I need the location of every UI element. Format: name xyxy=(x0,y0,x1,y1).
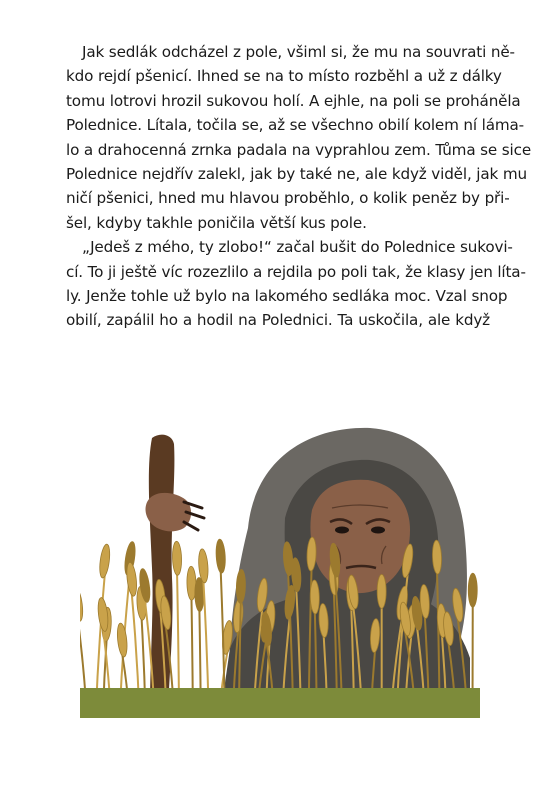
text-line: tomu lotrovi hrozil sukovou holí. A ejhle, na poli se proháněla xyxy=(66,91,521,110)
polednice-illustration xyxy=(80,418,480,718)
wheat-ear xyxy=(97,597,110,632)
text-line: Polednice. Lítala, točila se, až se všechno obilí kolem ní láma- xyxy=(66,116,525,135)
text-line: šel, kdyby takhle poničila větší kus pole. xyxy=(66,213,367,232)
text-line: „Jedeš z mého, ty zlobo!“ začal bušit do Polednice sukovi- xyxy=(82,238,513,257)
wheat-ear xyxy=(377,574,386,608)
right-eye xyxy=(371,527,385,534)
text-line: kdo rejdí pšenicí. Ihned se na to místo rozběhl a už z dálky xyxy=(66,67,502,86)
wheat-ear xyxy=(172,541,182,575)
text-line: Jak sedlák odcházel z pole, všiml si, že mu na souvrati ně- xyxy=(82,43,515,61)
text-line: obilí, zapálil ho a hodil na Polednici. Ta uskočila, ale když xyxy=(66,311,490,330)
wheat-ear xyxy=(116,623,128,658)
wheat-ear xyxy=(215,539,226,573)
text-line: cí. To ji ještě víc rozezlilo a rejdila po poli tak, že klasy jen líta- xyxy=(66,262,526,281)
paragraph-2 xyxy=(66,235,526,333)
text-line: ly. Jenže tohle už bylo na lakomého sedláka moc. Vzal snop xyxy=(66,287,508,306)
left-eye xyxy=(335,527,349,534)
wheat-ear xyxy=(468,573,477,607)
paragraph-1 xyxy=(66,40,532,235)
wheat-ear xyxy=(98,544,111,579)
wheat-ear xyxy=(80,587,84,622)
text-line: ničí pšenici, hned mu hlavou proběhlo, o kolik peněz by při- xyxy=(66,189,510,208)
text-line: Polednice nejdřív zalekl, jak by také ne, ale když viděl, jak mu xyxy=(66,165,527,184)
text-line: lo a drahocenná zrnka padala na vyprahlou zem. Tůma se sice xyxy=(66,140,532,159)
ground-grass xyxy=(80,688,480,718)
story-text xyxy=(66,40,532,333)
